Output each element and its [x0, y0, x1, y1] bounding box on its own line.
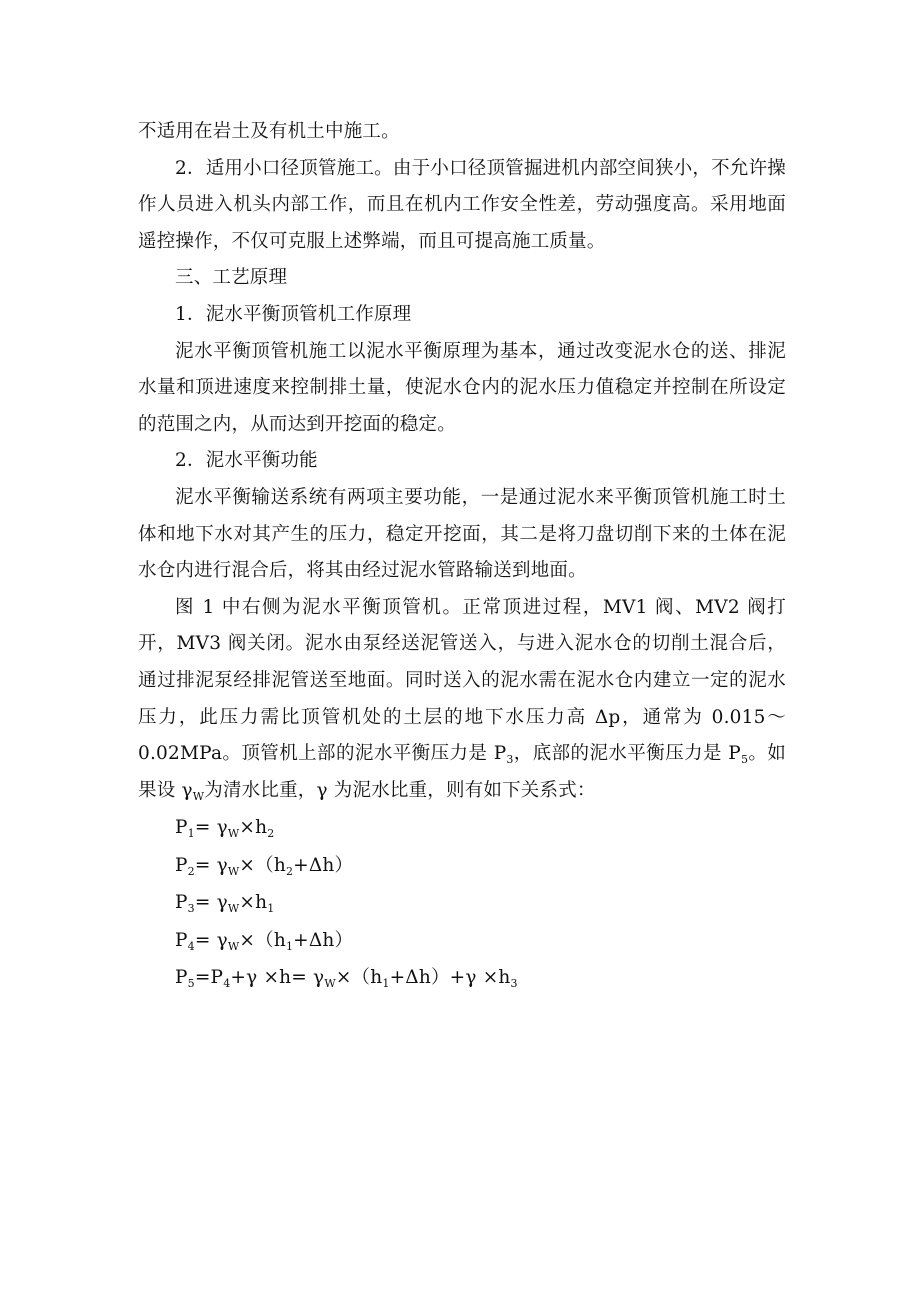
subscript: 1	[382, 977, 390, 991]
paragraph-figure-text-a: 图 1 中右侧为泥水平衡顶管机。正常顶进过程，MV1 阀、MV2 阀打开，MV3 阀关闭。泥水由泵经送泥管送入，与进入泥水仓的切削土混合后，通过排泥泵经排泥管送至地面。同时送入的泥水需在泥水仓内建立一定的泥水压力，此压力需比顶管机处的土层的地下水压力高 Δp，通常为 0.015～0.02MPa。顶管机上部的泥水平衡压力是 P	[138, 596, 786, 765]
subscript: 2	[187, 864, 195, 878]
document-body	[138, 114, 786, 997]
subscript: 1	[267, 902, 275, 916]
paragraph-balance-function: 泥水平衡输送系统有两项主要功能，一是通过泥水来平衡顶管机施工时土体和地下水对其产生的压力，稳定开挖面，其二是将刀盘切削下来的土体在泥水仓内进行混合后，将其由经过泥水管路输送到地面。	[138, 486, 786, 582]
subscript: W	[324, 977, 336, 991]
paragraph-figure-text-c: 。如果设 γ	[138, 743, 786, 801]
subscript: 5	[187, 977, 195, 991]
paragraph-working-principle: 泥水平衡顶管机施工以泥水平衡原理为基本，通过改变泥水仓的送、排泥水量和顶进速度来控制排土量，使泥水仓内的泥水压力值稳定并控制在所设定的范围之内，从而达到开挖面的稳定。	[138, 340, 786, 435]
subscript: 5	[740, 753, 749, 767]
formula-text: = γ	[194, 892, 228, 914]
formula-text: +Δh）	[293, 929, 354, 951]
formula-p5	[175, 959, 786, 997]
section-heading-process-principle: 三、工艺原理	[175, 267, 288, 289]
formula-text: +γ ×h= γ	[230, 967, 325, 989]
subscript: 2	[267, 827, 275, 841]
formula-p2	[175, 847, 786, 885]
formula-p4	[175, 922, 786, 960]
subheading-balance-function: 2．泥水平衡功能	[175, 450, 318, 472]
formula-text: ×（h	[239, 854, 286, 876]
formula-text: +Δh）	[293, 854, 354, 876]
subscript: 3	[187, 902, 195, 916]
subscript: W	[192, 789, 205, 803]
paragraph-item-2: 2．适用小口径顶管施工。由于小口径顶管掘进机内部空间狭小，不允许操作人员进入机头内部工作，而且在机内工作安全性差，劳动强度高。采用地面遥控操作，不仅可克服上述弊端，而且可提高施工质量。	[138, 157, 786, 252]
subscript: 1	[187, 827, 195, 841]
subscript: W	[227, 939, 240, 953]
formula-text: ×h	[239, 817, 268, 839]
subscript: 3	[510, 977, 518, 991]
formula-text: = γ	[194, 817, 228, 839]
formula-text: P	[175, 967, 188, 989]
formula-text: P	[175, 892, 188, 914]
subscript: W	[227, 827, 240, 841]
formula-text: +Δh）+γ ×h	[389, 967, 511, 989]
subscript: W	[227, 864, 240, 878]
formula-text: =P	[194, 967, 224, 989]
paragraph-figure-text-b: ，底部的泥水平衡压力是 P	[513, 743, 741, 765]
formula-text: ×（h	[239, 929, 286, 951]
formula-text: P	[175, 929, 188, 951]
subscript: 1	[285, 939, 294, 953]
subscript: 4	[223, 977, 231, 991]
formula-text: P	[175, 854, 188, 876]
formula-p3	[175, 884, 786, 922]
formula-text: ×h	[239, 892, 268, 914]
subscript: 2	[285, 864, 294, 878]
paragraph-figure-description	[138, 590, 786, 810]
paragraph-continuation: 不适用在岩土及有机土中施工。	[138, 121, 400, 142]
formula-list	[138, 809, 786, 997]
subscript: W	[227, 902, 240, 916]
formula-text: P	[175, 817, 188, 839]
formula-p1	[175, 809, 786, 847]
formula-text: = γ	[194, 929, 228, 951]
subheading-working-principle: 1．泥水平衡顶管机工作原理	[175, 303, 412, 325]
subscript: 3	[506, 753, 514, 767]
formula-text: ×（h	[335, 967, 383, 989]
formula-text: = γ	[194, 854, 228, 876]
paragraph-figure-text-d: 为清水比重，γ 为泥水比重，则有如下关系式：	[204, 779, 596, 801]
subscript: 4	[187, 939, 195, 953]
